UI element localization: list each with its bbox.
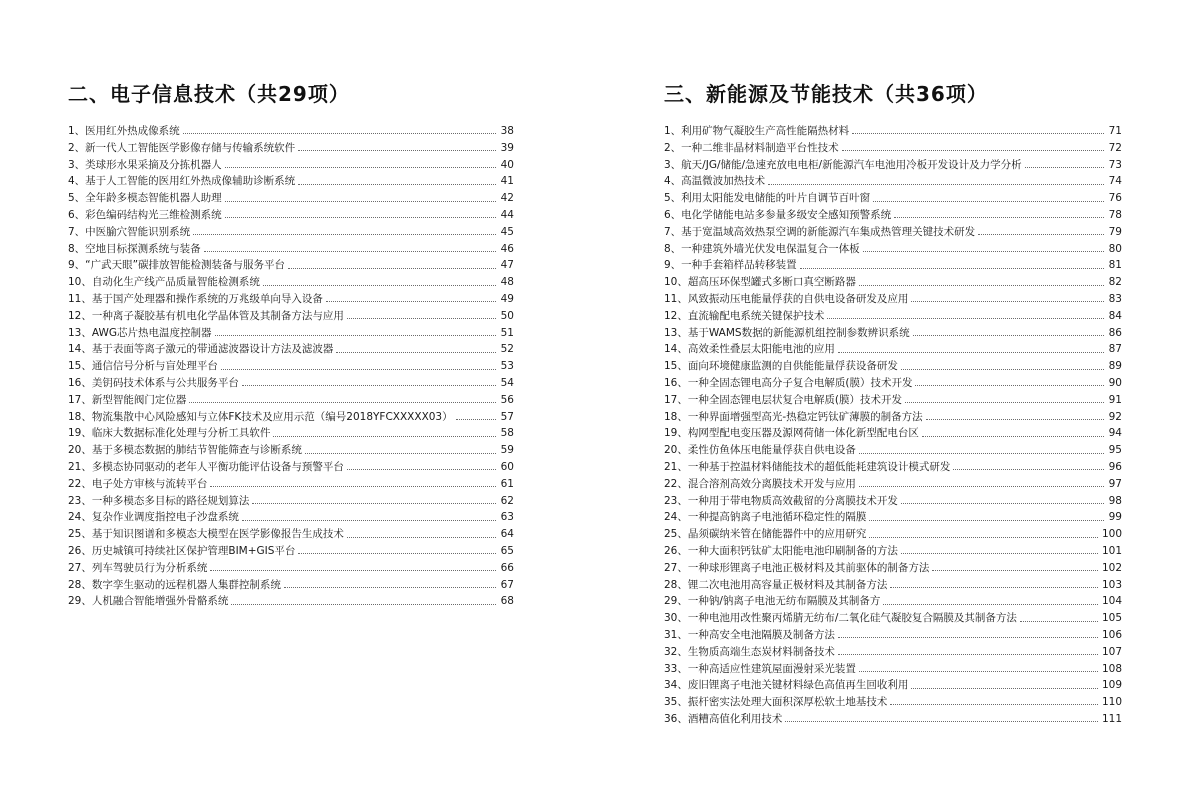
toc-entry-title: 25、基于知识图谱和多模态大模型在医学影像报告生成技术 bbox=[68, 528, 344, 541]
toc-page-number: 104 bbox=[1101, 595, 1122, 608]
toc-page-number: 72 bbox=[1108, 141, 1122, 154]
toc-page-number: 89 bbox=[1108, 360, 1122, 373]
toc-entry-title: 5、利用太阳能发电储能的叶片自调节百叶窗 bbox=[664, 192, 871, 205]
toc-entry bbox=[664, 677, 1122, 694]
toc-entry bbox=[664, 610, 1122, 627]
dot-leader bbox=[838, 351, 1104, 353]
toc-entry bbox=[68, 493, 514, 510]
dot-leader bbox=[326, 300, 496, 302]
toc-list bbox=[68, 123, 514, 610]
toc-entry bbox=[68, 207, 514, 224]
toc-entry bbox=[68, 190, 514, 207]
dot-leader bbox=[189, 401, 496, 403]
toc-entry bbox=[68, 224, 514, 241]
toc-entry-title: 4、基于人工智能的医用红外热成像辅助诊断系统 bbox=[68, 175, 296, 188]
toc-page-number: 111 bbox=[1101, 712, 1122, 725]
toc-page-number: 100 bbox=[1101, 528, 1122, 541]
toc-entry bbox=[68, 123, 514, 140]
toc-entry bbox=[664, 644, 1122, 661]
toc-entry-title: 18、物流集散中心风险感知与立体FK技术及应用示范（编号2018YFCXXXXX03） bbox=[68, 410, 453, 423]
toc-page-number: 79 bbox=[1108, 225, 1122, 238]
toc-page-number: 92 bbox=[1108, 410, 1122, 423]
dot-leader bbox=[288, 267, 496, 269]
toc-entry bbox=[68, 291, 514, 308]
toc-entry-title: 20、柔性仿鱼体压电能量俘获自供电设备 bbox=[664, 444, 856, 457]
toc-entry bbox=[664, 257, 1122, 274]
toc-entry bbox=[68, 308, 514, 325]
toc-page-number: 81 bbox=[1108, 259, 1122, 272]
toc-page-number: 46 bbox=[500, 242, 514, 255]
toc-page-number: 86 bbox=[1108, 326, 1122, 339]
toc-entry bbox=[664, 711, 1122, 728]
toc-entry-title: 28、数字孪生驱动的远程机器人集群控制系统 bbox=[68, 578, 281, 591]
toc-page-number: 95 bbox=[1108, 444, 1122, 457]
dot-leader bbox=[915, 384, 1104, 386]
dot-leader bbox=[901, 552, 1098, 554]
dot-leader bbox=[242, 519, 496, 521]
toc-page-number: 83 bbox=[1108, 292, 1122, 305]
toc-entry bbox=[664, 207, 1122, 224]
dot-leader bbox=[1020, 620, 1098, 622]
dot-leader bbox=[978, 233, 1104, 235]
toc-page-number: 49 bbox=[500, 292, 514, 305]
toc-entry bbox=[664, 577, 1122, 594]
toc-entry-title: 17、一种全固态锂电层状复合电解质(膜）技术开发 bbox=[664, 393, 902, 406]
dot-leader bbox=[456, 418, 496, 420]
toc-entry-title: 12、一种离子凝胶基有机电化学晶体管及其制备方法与应用 bbox=[68, 309, 344, 322]
toc-entry-title: 3、类球形水果采摘及分拣机器人 bbox=[68, 158, 222, 171]
toc-entry-title: 21、多模态协同驱动的老年人平衡功能评估设备与预警平台 bbox=[68, 460, 344, 473]
dot-leader bbox=[347, 317, 496, 319]
toc-entry-title: 6、电化学储能电站多参量多级安全感知预警系统 bbox=[664, 208, 892, 221]
toc-page-number: 108 bbox=[1101, 662, 1122, 675]
toc-entry bbox=[664, 627, 1122, 644]
toc-page-number: 41 bbox=[500, 175, 514, 188]
dot-leader bbox=[305, 452, 496, 454]
dot-leader bbox=[252, 502, 496, 504]
toc-page-number: 76 bbox=[1108, 192, 1122, 205]
toc-page-number: 40 bbox=[500, 158, 514, 171]
dot-leader bbox=[932, 569, 1098, 571]
toc-entry bbox=[664, 459, 1122, 476]
toc-page-number: 44 bbox=[500, 208, 514, 221]
toc-page-number: 58 bbox=[500, 427, 514, 440]
toc-entry bbox=[68, 543, 514, 560]
dot-leader bbox=[926, 418, 1104, 420]
toc-page-number: 42 bbox=[500, 192, 514, 205]
toc-entry bbox=[664, 661, 1122, 678]
dot-leader bbox=[913, 334, 1104, 336]
toc-page-number: 73 bbox=[1108, 158, 1122, 171]
toc-page-number: 105 bbox=[1101, 612, 1122, 625]
dot-leader bbox=[869, 519, 1104, 521]
toc-entry-title: 9、“广武天眼”碳排放智能检测装备与服务平台 bbox=[68, 259, 286, 272]
toc-entry-title: 8、一种建筑外墙光伏发电保温复合一体板 bbox=[664, 242, 860, 255]
toc-page-number: 48 bbox=[500, 276, 514, 289]
toc-entry bbox=[68, 392, 514, 409]
dot-leader bbox=[347, 468, 496, 470]
toc-page-number: 74 bbox=[1108, 175, 1122, 188]
dot-leader bbox=[883, 603, 1098, 605]
toc-entry-title: 16、美钥码技术体系与公共服务平台 bbox=[68, 376, 239, 389]
toc-entry bbox=[664, 375, 1122, 392]
toc-page-number: 84 bbox=[1108, 309, 1122, 322]
toc-entry-title: 12、直流输配电系统关键保护技术 bbox=[664, 309, 825, 322]
toc-entry bbox=[68, 425, 514, 442]
toc-entry-title: 34、废旧锂离子电池关键材料绿色高值再生回收利用 bbox=[664, 679, 909, 692]
dot-leader bbox=[273, 435, 496, 437]
dot-leader bbox=[911, 300, 1104, 302]
toc-page-number: 102 bbox=[1101, 561, 1122, 574]
toc-entry bbox=[664, 392, 1122, 409]
toc-entry-title: 33、一种高适应性建筑屋面漫射采光装置 bbox=[664, 662, 856, 675]
toc-entry bbox=[664, 308, 1122, 325]
toc-entry bbox=[664, 274, 1122, 291]
toc-page-number: 96 bbox=[1108, 460, 1122, 473]
toc-page-number: 45 bbox=[500, 225, 514, 238]
dot-leader bbox=[922, 435, 1104, 437]
toc-page-number: 62 bbox=[500, 494, 514, 507]
toc-page-number: 54 bbox=[500, 376, 514, 389]
toc-list bbox=[664, 123, 1122, 728]
toc-entry-title: 19、临床大数据标准化处理与分析工具软件 bbox=[68, 427, 271, 440]
dot-leader bbox=[298, 183, 496, 185]
toc-page-number: 67 bbox=[500, 578, 514, 591]
toc-page-number: 109 bbox=[1101, 679, 1122, 692]
toc-page-number: 68 bbox=[500, 595, 514, 608]
toc-entry-title: 6、彩色编码结构光三维检测系统 bbox=[68, 208, 222, 221]
dot-leader bbox=[225, 200, 496, 202]
toc-page-number: 78 bbox=[1108, 208, 1122, 221]
dot-leader bbox=[800, 267, 1104, 269]
toc-page-number: 52 bbox=[500, 343, 514, 356]
toc-entry-title: 26、一种大面积钙钛矿太阳能电池印刷制备的方法 bbox=[664, 544, 898, 557]
toc-page-number: 98 bbox=[1108, 494, 1122, 507]
toc-entry-title: 9、一种手套箱样品转移装置 bbox=[664, 259, 797, 272]
dot-leader bbox=[221, 368, 496, 370]
toc-entry bbox=[664, 560, 1122, 577]
toc-entry bbox=[68, 173, 514, 190]
toc-entry bbox=[68, 157, 514, 174]
toc-page-number: 80 bbox=[1108, 242, 1122, 255]
toc-entry bbox=[68, 358, 514, 375]
dot-leader bbox=[911, 687, 1098, 689]
toc-page-number: 51 bbox=[500, 326, 514, 339]
toc-page-number: 71 bbox=[1108, 125, 1122, 137]
toc-entry bbox=[664, 325, 1122, 342]
toc-page-number: 60 bbox=[500, 460, 514, 473]
toc-page-number: 110 bbox=[1101, 696, 1122, 709]
dot-leader bbox=[852, 132, 1104, 134]
toc-page-number: 97 bbox=[1108, 477, 1122, 490]
toc-entry bbox=[68, 241, 514, 258]
toc-entry bbox=[664, 425, 1122, 442]
section-title: 三、新能源及节能技术（共36项） bbox=[664, 82, 988, 106]
toc-page-number: 47 bbox=[500, 259, 514, 272]
toc-entry-title: 23、一种多模态多目标的路径规划算法 bbox=[68, 494, 250, 507]
toc-entry-title: 7、中医腧穴智能识别系统 bbox=[68, 225, 191, 238]
dot-leader bbox=[263, 284, 496, 286]
dot-leader bbox=[859, 485, 1104, 487]
toc-entry-title: 7、基于宽温域高效热泵空调的新能源汽车集成热管理关键技术研发 bbox=[664, 225, 976, 238]
toc-entry bbox=[664, 509, 1122, 526]
toc-page-number: 50 bbox=[500, 309, 514, 322]
toc-entry bbox=[664, 241, 1122, 258]
toc-entry bbox=[664, 224, 1122, 241]
toc-entry bbox=[68, 274, 514, 291]
dot-leader bbox=[193, 233, 496, 235]
toc-entry-title: 25、晶须碳纳米管在储能器件中的应用研究 bbox=[664, 528, 867, 541]
toc-entry bbox=[664, 157, 1122, 174]
dot-leader bbox=[827, 317, 1104, 319]
toc-entry bbox=[664, 543, 1122, 560]
dot-leader bbox=[953, 468, 1104, 470]
toc-entry-title: 22、混合溶剂高效分离膜技术开发与应用 bbox=[664, 477, 856, 490]
dot-leader bbox=[768, 183, 1104, 185]
toc-entry-title: 8、空地目标探测系统与装备 bbox=[68, 242, 201, 255]
dot-leader bbox=[1025, 166, 1104, 168]
toc-entry bbox=[664, 173, 1122, 190]
toc-entry bbox=[664, 493, 1122, 510]
toc-entry-title: 24、一种提高钠离子电池循环稳定性的隔膜 bbox=[664, 511, 867, 524]
toc-entry bbox=[664, 341, 1122, 358]
toc-entry bbox=[664, 593, 1122, 610]
toc-entry bbox=[68, 560, 514, 577]
toc-entry bbox=[664, 358, 1122, 375]
dot-leader bbox=[210, 569, 496, 571]
dot-leader bbox=[859, 284, 1104, 286]
toc-entry-title: 17、新型智能阀门定位器 bbox=[68, 393, 187, 406]
dot-leader bbox=[298, 552, 496, 554]
section-title: 二、电子信息技术（共29项） bbox=[68, 82, 350, 106]
toc-entry bbox=[664, 409, 1122, 426]
toc-entry bbox=[68, 593, 514, 610]
toc-page-number: 64 bbox=[500, 528, 514, 541]
toc-entry-title: 24、复杂作业调度指控电子沙盘系统 bbox=[68, 511, 239, 524]
toc-page-number: 107 bbox=[1101, 645, 1122, 658]
dot-leader bbox=[859, 670, 1098, 672]
toc-entry bbox=[68, 341, 514, 358]
toc-entry-title: 26、历史城镇可持续社区保护管理BIM+GIS平台 bbox=[68, 544, 296, 557]
toc-entry bbox=[68, 325, 514, 342]
dot-leader bbox=[284, 586, 496, 588]
toc-entry-title: 1、利用矿物气凝胶生产高性能隔热材料 bbox=[664, 125, 850, 137]
toc-entry-title: 10、自动化生产线产品质量智能检测系统 bbox=[68, 276, 260, 289]
dot-leader bbox=[210, 485, 496, 487]
toc-entry bbox=[68, 409, 514, 426]
toc-entry bbox=[68, 257, 514, 274]
dot-leader bbox=[894, 216, 1104, 218]
toc-page-number: 103 bbox=[1101, 578, 1122, 591]
toc-entry-title: 23、一种用于带电物质高效截留的分离膜技术开发 bbox=[664, 494, 898, 507]
toc-entry-title: 11、基于国产处理器和操作系统的万兆级单向导入设备 bbox=[68, 292, 323, 305]
toc-entry-title: 4、高温微波加热技术 bbox=[664, 175, 766, 188]
toc-page-number: 101 bbox=[1101, 544, 1122, 557]
toc-entry bbox=[664, 123, 1122, 140]
toc-entry-title: 5、全年龄多模态智能机器人助理 bbox=[68, 192, 222, 205]
toc-entry-title: 35、振杆密实法处理大面积深厚松软土地基技术 bbox=[664, 696, 888, 709]
toc-entry-title: 36、酒糟高值化利用技术 bbox=[664, 712, 783, 725]
toc-entry-title: 30、一种电池用改性聚丙烯腈无纺布/二氧化硅气凝胶复合隔膜及其制备方法 bbox=[664, 612, 1017, 625]
dot-leader bbox=[873, 200, 1104, 202]
toc-entry-title: 11、风致振动压电能量俘获的自供电设备研发及应用 bbox=[664, 292, 909, 305]
toc-entry bbox=[664, 291, 1122, 308]
toc-page-number: 99 bbox=[1108, 511, 1122, 524]
toc-entry bbox=[68, 509, 514, 526]
toc-entry-title: 1、医用红外热成像系统 bbox=[68, 125, 180, 137]
toc-entry-title: 28、锂二次电池用高容量正极材料及其制备方法 bbox=[664, 578, 888, 591]
toc-entry bbox=[68, 442, 514, 459]
dot-leader bbox=[838, 653, 1098, 655]
toc-entry bbox=[68, 140, 514, 157]
toc-page-number: 82 bbox=[1108, 276, 1122, 289]
toc-entry bbox=[68, 375, 514, 392]
toc-entry-title: 29、人机融合智能增强外骨骼系统 bbox=[68, 595, 229, 608]
dot-leader bbox=[785, 720, 1098, 722]
dot-leader bbox=[242, 384, 496, 386]
toc-page-number: 65 bbox=[500, 544, 514, 557]
toc-entry-title: 32、生物质高端生态炭材料制备技术 bbox=[664, 645, 835, 658]
toc-entry bbox=[68, 476, 514, 493]
dot-leader bbox=[869, 536, 1098, 538]
toc-entry-title: 14、基于表面等离子激元的带通滤波器设计方法及滤波器 bbox=[68, 343, 334, 356]
toc-entry-title: 15、通信信号分析与盲处理平台 bbox=[68, 360, 218, 373]
toc-page-number: 61 bbox=[500, 477, 514, 490]
toc-entry bbox=[68, 526, 514, 543]
toc-entry-title: 31、一种高安全电池隔膜及制备方法 bbox=[664, 628, 835, 641]
dot-leader bbox=[842, 149, 1104, 151]
toc-entry-title: 27、列车驾驶员行为分析系统 bbox=[68, 561, 208, 574]
toc-page-number: 94 bbox=[1108, 427, 1122, 440]
toc-entry-title: 15、面向环境健康监测的自供能能量俘获设备研发 bbox=[664, 360, 898, 373]
dot-leader bbox=[347, 536, 496, 538]
dot-leader bbox=[890, 586, 1098, 588]
toc-entry-title: 22、电子处方审核与流转平台 bbox=[68, 477, 208, 490]
toc-entry-title: 19、构网型配电变压器及源网荷储一体化新型配电台区 bbox=[664, 427, 919, 440]
toc-page-number: 38 bbox=[500, 125, 514, 137]
toc-page-number: 63 bbox=[500, 511, 514, 524]
toc-entry-title: 29、一种钠/钠离子电池无纺布隔膜及其制备方 bbox=[664, 595, 881, 608]
dot-leader bbox=[863, 250, 1104, 252]
toc-entry bbox=[68, 577, 514, 594]
dot-leader bbox=[231, 603, 496, 605]
dot-leader bbox=[215, 334, 497, 336]
dot-leader bbox=[183, 132, 496, 134]
toc-entry bbox=[664, 526, 1122, 543]
toc-entry-title: 2、一种二维非晶材料制造平台性技术 bbox=[664, 141, 839, 154]
toc-page-number: 106 bbox=[1101, 628, 1122, 641]
toc-entry-title: 21、一种基于控温材料储能技术的超低能耗建筑设计模式研发 bbox=[664, 460, 951, 473]
dot-leader bbox=[225, 216, 496, 218]
toc-entry-title: 27、一种球形锂离子电池正极材料及其前驱体的制备方法 bbox=[664, 561, 930, 574]
dot-leader bbox=[336, 351, 496, 353]
dot-leader bbox=[905, 401, 1104, 403]
toc-entry-title: 14、高效柔性叠层太阳能电池的应用 bbox=[664, 343, 835, 356]
toc-page-number: 57 bbox=[500, 410, 514, 423]
toc-entry-title: 3、航天/JG/储能/急速充放电电柜/新能源汽车电池用冷板开发设计及力学分析 bbox=[664, 158, 1022, 171]
dot-leader bbox=[890, 703, 1098, 705]
dot-leader bbox=[298, 149, 496, 151]
toc-entry-title: 20、基于多模态数据的肺结节智能筛查与诊断系统 bbox=[68, 444, 302, 457]
dot-leader bbox=[901, 368, 1104, 370]
dot-leader bbox=[901, 502, 1104, 504]
dot-leader bbox=[204, 250, 496, 252]
dot-leader bbox=[859, 452, 1104, 454]
toc-entry-title: 10、超高压环保型罐式多断口真空断路器 bbox=[664, 276, 856, 289]
toc-page-number: 56 bbox=[500, 393, 514, 406]
toc-page-number: 66 bbox=[500, 561, 514, 574]
toc-entry bbox=[664, 140, 1122, 157]
toc-page-number: 53 bbox=[500, 360, 514, 373]
toc-entry-title: 18、一种界面增强型高光-热稳定钙钛矿薄膜的制备方法 bbox=[664, 410, 923, 423]
toc-entry bbox=[664, 694, 1122, 711]
toc-page-number: 91 bbox=[1108, 393, 1122, 406]
toc-entry-title: 13、AWG芯片热电温度控制器 bbox=[68, 326, 212, 339]
toc-entry bbox=[664, 476, 1122, 493]
toc-page-number: 87 bbox=[1108, 343, 1122, 356]
toc-page-number: 59 bbox=[500, 444, 514, 457]
toc-entry bbox=[68, 459, 514, 476]
dot-leader bbox=[838, 636, 1098, 638]
toc-page-number: 90 bbox=[1108, 376, 1122, 389]
toc-entry bbox=[664, 190, 1122, 207]
toc-entry-title: 13、基于WAMS数据的新能源机组控制参数辨识系统 bbox=[664, 326, 910, 339]
toc-page-number: 39 bbox=[500, 141, 514, 154]
toc-entry-title: 16、一种全固态锂电高分子复合电解质(膜）技术开发 bbox=[664, 376, 913, 389]
dot-leader bbox=[225, 166, 496, 168]
toc-entry-title: 2、新一代人工智能医学影像存储与传输系统软件 bbox=[68, 141, 296, 154]
toc-entry bbox=[664, 442, 1122, 459]
